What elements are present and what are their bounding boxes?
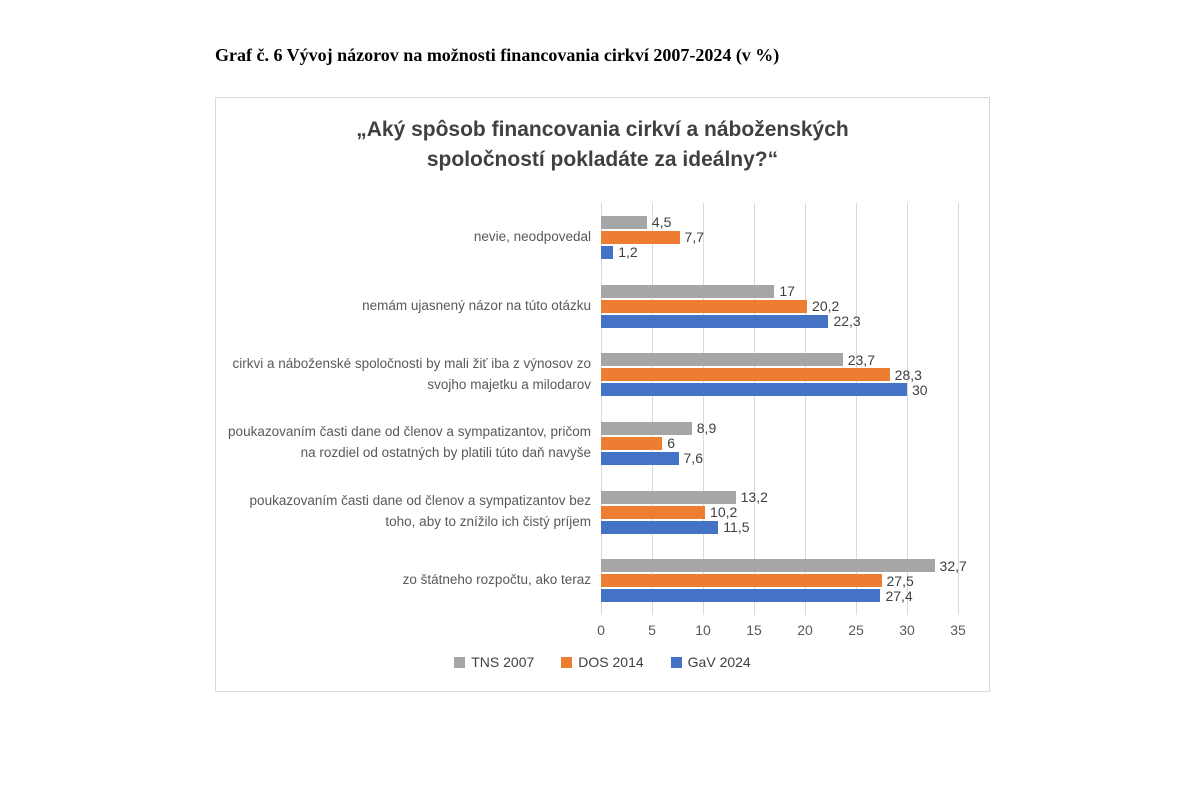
bar-dos-2014 — [601, 437, 662, 450]
bar-line — [601, 506, 958, 519]
bar-tns-2007 — [601, 491, 736, 504]
category-label: poukazovaním časti dane od členov a sympatizantov, pričom na rozdiel od ostatných by platili túto daň navyše — [228, 424, 591, 461]
data-label: 28,3 — [894, 366, 922, 383]
bar-tns-2007 — [601, 353, 843, 366]
data-label: 4,5 — [651, 214, 672, 231]
data-label: 30 — [912, 381, 928, 398]
data-label: 17 — [779, 283, 795, 299]
bar-line — [601, 315, 958, 328]
x-tick-label: 0 — [597, 622, 605, 638]
data-label: 22,3 — [833, 313, 861, 329]
category-label: poukazovaním časti dane od členov a sympatizantov bez toho, aby to znížilo ich čistý príjem — [249, 493, 591, 530]
bar-gav-2024 — [601, 521, 718, 534]
legend-item — [561, 654, 643, 670]
bar-tns-2007 — [601, 285, 774, 298]
bar-group — [601, 203, 958, 272]
data-label: 23,7 — [847, 351, 875, 368]
data-label: 7,6 — [683, 450, 703, 467]
category-label: zo štátneho rozpočtu, ako teraz — [402, 572, 591, 588]
bar-line — [601, 589, 958, 602]
bar-group — [601, 272, 958, 341]
bar-gav-2024 — [601, 383, 907, 396]
legend-swatch-icon — [561, 657, 572, 668]
bar-group — [601, 546, 967, 615]
bar-dos-2014 — [601, 506, 705, 519]
gridline — [958, 203, 959, 615]
bar-line — [601, 383, 958, 396]
data-label: 32,7 — [939, 557, 967, 574]
bar-group — [601, 340, 958, 409]
bar-group — [601, 409, 958, 478]
bar-line — [601, 491, 958, 504]
data-label: 6 — [667, 435, 675, 452]
bar-line — [601, 300, 958, 313]
bar-dos-2014 — [601, 300, 807, 313]
chart-title-line-2: spoločností pokladáte za ideálny?“ — [426, 148, 779, 172]
bar-gav-2024 — [601, 246, 613, 259]
legend-item — [671, 654, 751, 670]
x-tick-label: 5 — [648, 622, 656, 638]
bar-gav-2024 — [601, 315, 828, 328]
data-label: 8,9 — [696, 420, 717, 437]
legend — [216, 654, 989, 670]
category-label: nevie, neodpovedal — [473, 228, 591, 244]
bar-line — [601, 285, 958, 298]
chart-title-line-1: „Aký spôsob financovania cirkví a náboženských — [356, 118, 849, 141]
x-tick-label: 20 — [797, 622, 813, 638]
data-label: 10,2 — [710, 504, 738, 521]
legend-swatch-icon — [454, 657, 465, 668]
x-tick-label: 25 — [848, 622, 864, 638]
chart-title — [216, 115, 989, 176]
bar-line — [601, 437, 958, 450]
plot-area — [601, 203, 967, 615]
legend-label: DOS 2014 — [578, 654, 644, 670]
category-label: cirkvi a náboženské spoločnosti by mali žiť iba z výnosov zo svojho majetku a milodarov — [232, 355, 591, 392]
bar-tns-2007 — [601, 216, 647, 229]
category-axis — [216, 203, 601, 615]
bar-line — [601, 422, 958, 435]
bar-line — [601, 452, 958, 465]
bar-gav-2024 — [601, 452, 679, 465]
data-label: 13,2 — [740, 489, 768, 506]
data-label: 1,2 — [618, 244, 638, 261]
legend-label: GaV 2024 — [687, 654, 751, 670]
category-label: nemám ujasnený názor na túto otázku — [362, 297, 591, 313]
legend-item — [454, 654, 534, 670]
legend-label: TNS 2007 — [471, 654, 535, 670]
data-label: 27,4 — [885, 587, 913, 604]
x-tick-label: 15 — [746, 622, 762, 638]
bar-line — [601, 353, 958, 366]
chart-container — [215, 97, 990, 692]
bar-line — [601, 557, 967, 574]
bar-line — [601, 216, 958, 229]
bar-gav-2024 — [601, 589, 880, 602]
bar-dos-2014 — [601, 231, 680, 244]
legend-swatch-icon — [671, 657, 682, 668]
bar-line — [601, 231, 958, 244]
x-tick-label: 30 — [899, 622, 915, 638]
data-label: 7,7 — [684, 229, 704, 246]
x-axis — [597, 622, 966, 644]
figure-caption: Graf č. 6 Vývoj názorov na možnosti financovania cirkví 2007-2024 (v %) — [215, 45, 780, 65]
bar-dos-2014 — [601, 368, 890, 381]
bar-line — [601, 574, 958, 587]
bar-line — [601, 521, 958, 534]
data-label: 27,5 — [886, 572, 914, 589]
bar-tns-2007 — [601, 559, 935, 572]
x-tick-label: 35 — [950, 622, 966, 638]
bar-tns-2007 — [601, 422, 692, 435]
bar-dos-2014 — [601, 574, 882, 587]
bar-group — [601, 478, 958, 547]
bar-line — [601, 246, 958, 259]
data-label: 20,2 — [812, 298, 840, 314]
data-label: 11,5 — [723, 519, 750, 536]
x-tick-label: 10 — [695, 622, 711, 638]
bar-line — [601, 368, 958, 381]
